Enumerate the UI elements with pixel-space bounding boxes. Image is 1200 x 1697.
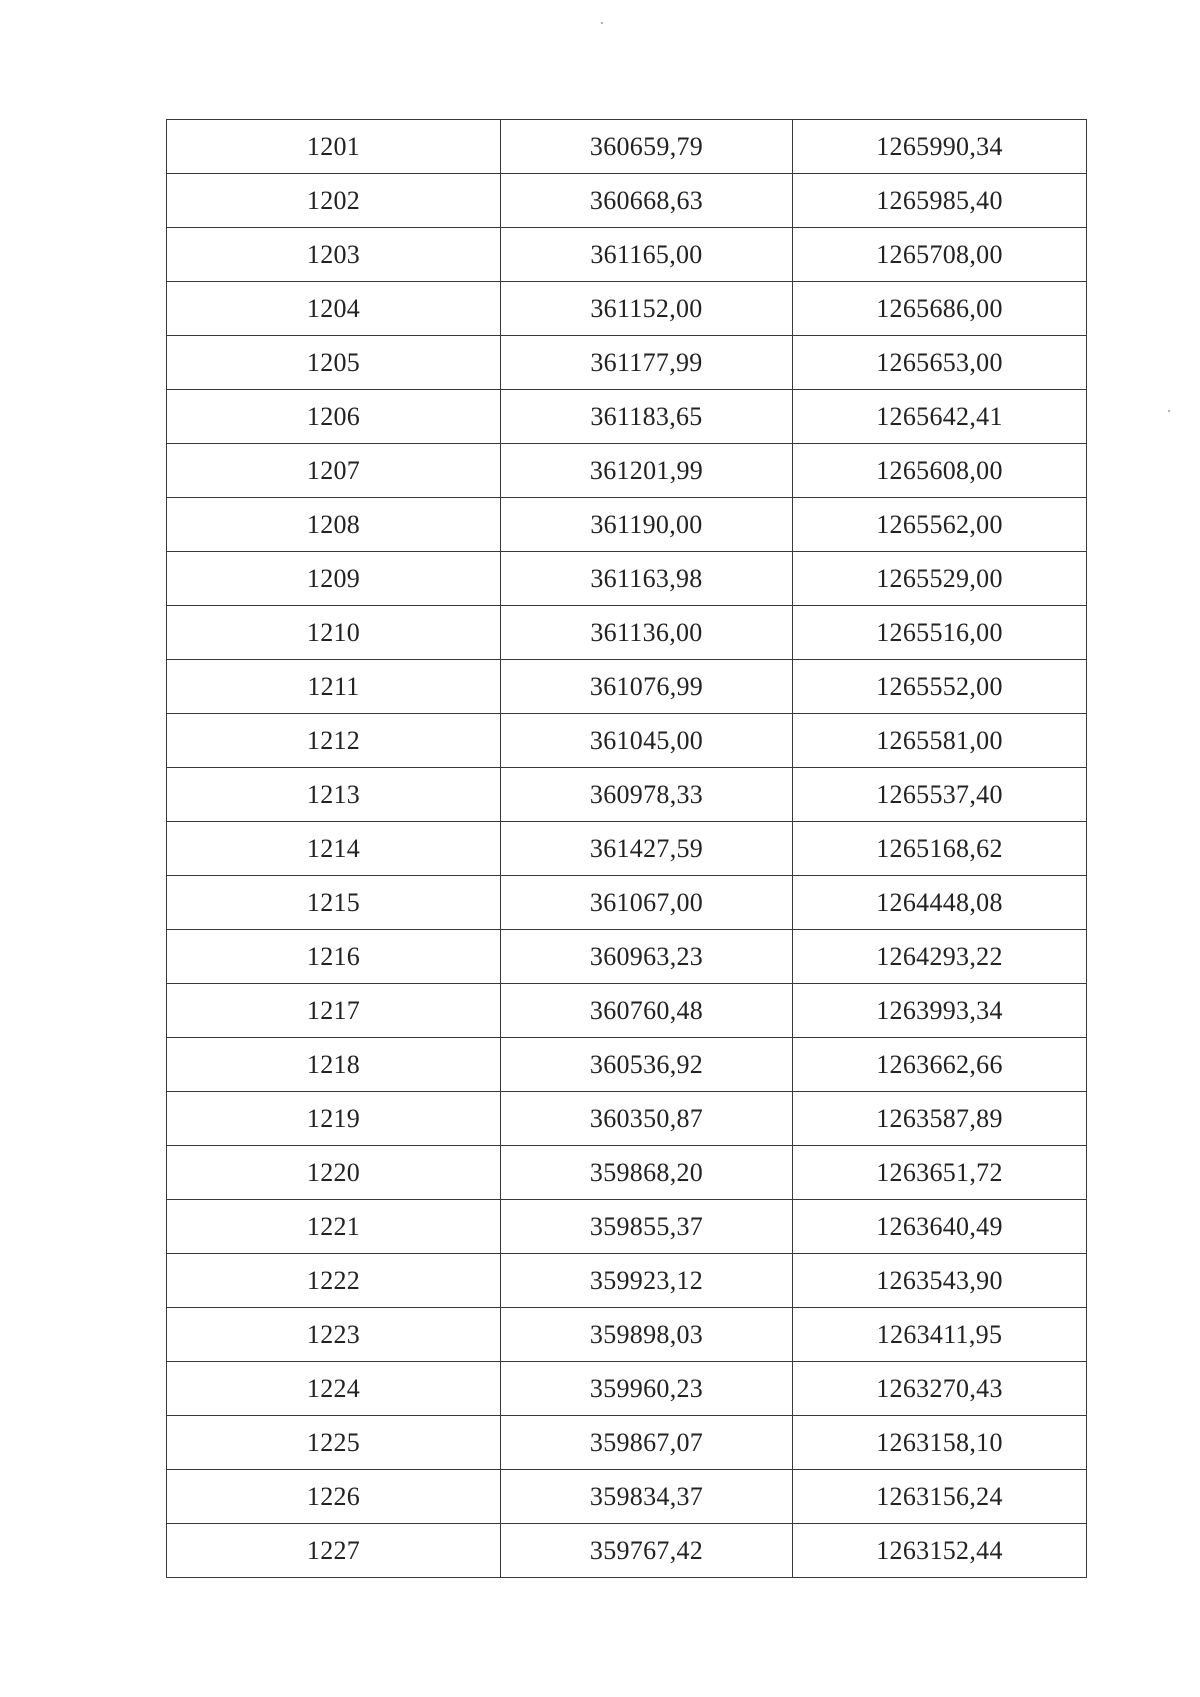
table-row (167, 120, 1087, 174)
point-number-cell: 1227 (167, 1524, 501, 1578)
point-number-cell: 1217 (167, 984, 501, 1038)
table-row (167, 1362, 1087, 1416)
point-number-cell: 1204 (167, 282, 501, 336)
y-coordinate-cell: 1263152,44 (793, 1524, 1087, 1578)
point-number-cell: 1209 (167, 552, 501, 606)
coordinates-table (166, 119, 1087, 1578)
x-coordinate-cell: 360963,23 (501, 930, 793, 984)
table-row (167, 1092, 1087, 1146)
table-row (167, 390, 1087, 444)
point-number-cell: 1222 (167, 1254, 501, 1308)
point-number-cell: 1207 (167, 444, 501, 498)
y-coordinate-cell: 1265653,00 (793, 336, 1087, 390)
point-number-cell: 1220 (167, 1146, 501, 1200)
table-row (167, 660, 1087, 714)
y-coordinate-cell: 1265608,00 (793, 444, 1087, 498)
table-row (167, 1254, 1087, 1308)
x-coordinate-cell: 360536,92 (501, 1038, 793, 1092)
x-coordinate-cell: 359855,37 (501, 1200, 793, 1254)
x-coordinate-cell: 359898,03 (501, 1308, 793, 1362)
table-row (167, 1416, 1087, 1470)
x-coordinate-cell: 360760,48 (501, 984, 793, 1038)
point-number-cell: 1203 (167, 228, 501, 282)
table-row (167, 336, 1087, 390)
point-number-cell: 1215 (167, 876, 501, 930)
table-row (167, 498, 1087, 552)
y-coordinate-cell: 1263651,72 (793, 1146, 1087, 1200)
x-coordinate-cell: 360978,33 (501, 768, 793, 822)
y-coordinate-cell: 1265552,00 (793, 660, 1087, 714)
x-coordinate-cell: 359923,12 (501, 1254, 793, 1308)
y-coordinate-cell: 1265168,62 (793, 822, 1087, 876)
y-coordinate-cell: 1264448,08 (793, 876, 1087, 930)
table-row (167, 1200, 1087, 1254)
table-row (167, 1038, 1087, 1092)
y-coordinate-cell: 1263543,90 (793, 1254, 1087, 1308)
y-coordinate-cell: 1265529,00 (793, 552, 1087, 606)
point-number-cell: 1211 (167, 660, 501, 714)
x-coordinate-cell: 361190,00 (501, 498, 793, 552)
y-coordinate-cell: 1263662,66 (793, 1038, 1087, 1092)
y-coordinate-cell: 1265708,00 (793, 228, 1087, 282)
scan-speck (1168, 410, 1170, 412)
x-coordinate-cell: 359867,07 (501, 1416, 793, 1470)
point-number-cell: 1219 (167, 1092, 501, 1146)
x-coordinate-cell: 361165,00 (501, 228, 793, 282)
point-number-cell: 1213 (167, 768, 501, 822)
x-coordinate-cell: 361163,98 (501, 552, 793, 606)
x-coordinate-cell: 360668,63 (501, 174, 793, 228)
y-coordinate-cell: 1263411,95 (793, 1308, 1087, 1362)
y-coordinate-cell: 1265581,00 (793, 714, 1087, 768)
x-coordinate-cell: 361183,65 (501, 390, 793, 444)
point-number-cell: 1221 (167, 1200, 501, 1254)
point-number-cell: 1202 (167, 174, 501, 228)
point-number-cell: 1218 (167, 1038, 501, 1092)
table-row (167, 984, 1087, 1038)
y-coordinate-cell: 1265516,00 (793, 606, 1087, 660)
x-coordinate-cell: 359960,23 (501, 1362, 793, 1416)
x-coordinate-cell: 359767,42 (501, 1524, 793, 1578)
point-number-cell: 1205 (167, 336, 501, 390)
point-number-cell: 1212 (167, 714, 501, 768)
y-coordinate-cell: 1263156,24 (793, 1470, 1087, 1524)
y-coordinate-cell: 1263587,89 (793, 1092, 1087, 1146)
table-row (167, 714, 1087, 768)
point-number-cell: 1210 (167, 606, 501, 660)
y-coordinate-cell: 1265537,40 (793, 768, 1087, 822)
point-number-cell: 1225 (167, 1416, 501, 1470)
x-coordinate-cell: 361177,99 (501, 336, 793, 390)
coordinates-table-body (167, 120, 1087, 1578)
table-row (167, 228, 1087, 282)
point-number-cell: 1208 (167, 498, 501, 552)
table-row (167, 876, 1087, 930)
table-row (167, 444, 1087, 498)
x-coordinate-cell: 359834,37 (501, 1470, 793, 1524)
table-row (167, 606, 1087, 660)
table-row (167, 822, 1087, 876)
point-number-cell: 1214 (167, 822, 501, 876)
point-number-cell: 1206 (167, 390, 501, 444)
x-coordinate-cell: 361201,99 (501, 444, 793, 498)
x-coordinate-cell: 360350,87 (501, 1092, 793, 1146)
y-coordinate-cell: 1265985,40 (793, 174, 1087, 228)
y-coordinate-cell: 1263993,34 (793, 984, 1087, 1038)
point-number-cell: 1201 (167, 120, 501, 174)
y-coordinate-cell: 1263270,43 (793, 1362, 1087, 1416)
table-row (167, 768, 1087, 822)
x-coordinate-cell: 359868,20 (501, 1146, 793, 1200)
y-coordinate-cell: 1265562,00 (793, 498, 1087, 552)
point-number-cell: 1226 (167, 1470, 501, 1524)
table-row (167, 930, 1087, 984)
x-coordinate-cell: 361076,99 (501, 660, 793, 714)
x-coordinate-cell: 361045,00 (501, 714, 793, 768)
y-coordinate-cell: 1265642,41 (793, 390, 1087, 444)
table-row (167, 1308, 1087, 1362)
table-row (167, 1524, 1087, 1578)
table-row (167, 1470, 1087, 1524)
x-coordinate-cell: 361067,00 (501, 876, 793, 930)
y-coordinate-cell: 1263158,10 (793, 1416, 1087, 1470)
x-coordinate-cell: 361136,00 (501, 606, 793, 660)
point-number-cell: 1223 (167, 1308, 501, 1362)
table-row (167, 1146, 1087, 1200)
x-coordinate-cell: 361152,00 (501, 282, 793, 336)
x-coordinate-cell: 361427,59 (501, 822, 793, 876)
y-coordinate-cell: 1265990,34 (793, 120, 1087, 174)
table-row (167, 282, 1087, 336)
y-coordinate-cell: 1263640,49 (793, 1200, 1087, 1254)
table-row (167, 552, 1087, 606)
y-coordinate-cell: 1264293,22 (793, 930, 1087, 984)
x-coordinate-cell: 360659,79 (501, 120, 793, 174)
point-number-cell: 1224 (167, 1362, 501, 1416)
table-row (167, 174, 1087, 228)
point-number-cell: 1216 (167, 930, 501, 984)
scan-speck (601, 22, 603, 24)
y-coordinate-cell: 1265686,00 (793, 282, 1087, 336)
